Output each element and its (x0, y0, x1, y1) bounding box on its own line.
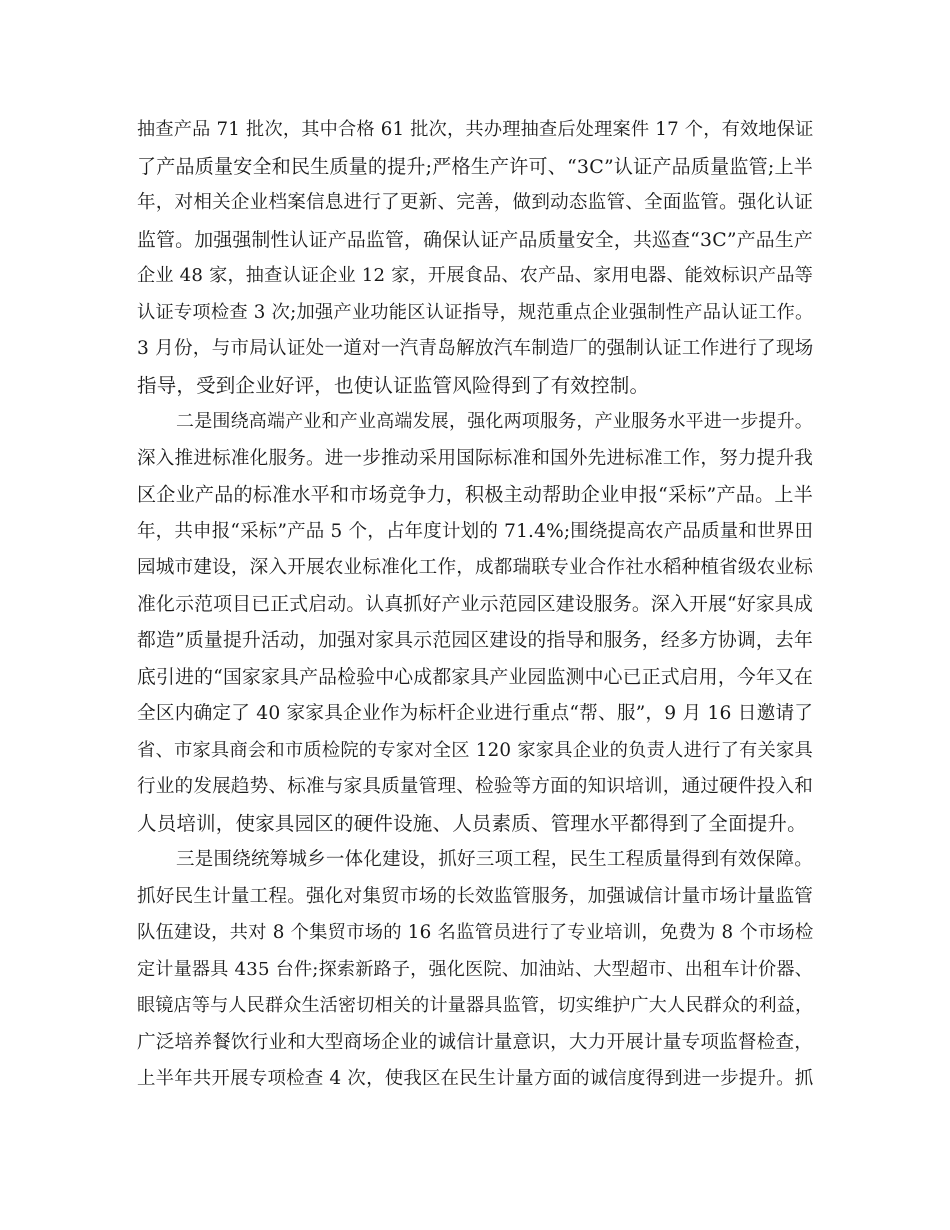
text-line: 园城市建设，深入开展农业标准化工作，成都瑞联专业合作社水稻种植省级农业标 (137, 557, 814, 578)
text-line: 认证专项检查 3 次;加强产业功能区认证指导，规范重点企业强制性产品认证工作。 (137, 301, 814, 323)
text-line: 区企业产品的标准水平和市场竞争力，积极主动帮助企业申报“采标”产品。上半 (137, 483, 813, 506)
text-line: 定计量器具 435 台件;探索新路子，强化医院、加油站、大型超市、出租车计价器、 (137, 958, 813, 980)
paragraph-start-line: 三是围绕统筹城乡一体化建设，抓好三项工程，民生工程质量得到有效保障。 (176, 849, 813, 870)
text-line: 3 月份，与市局认证处一道对一汽青岛解放汽车制造厂的强制认证工作进行了现场 (137, 338, 814, 359)
text-line: 行业的发展趋势、标准与家具质量管理、检验等方面的知识培训，通过硬件投入和 (137, 776, 814, 797)
text-line: 全区内确定了 40 家家具企业作为标杆企业进行重点“帮、服”，9 月 16 日邀请了 (137, 703, 814, 724)
text-line: 抓好民生计量工程。强化对集贸市场的长效监管服务，加强诚信计量市场计量监管 (137, 885, 814, 907)
document-body-text (137, 112, 813, 1098)
text-line: 指导，受到企业好评，也使认证监管风险得到了有效控制。 (137, 373, 650, 397)
text-line: 企业 48 家，抽查认证企业 12 家，开展食品、农产品、家用电器、能效标识产品等 (137, 265, 814, 286)
text-line: 广泛培养餐饮行业和大型商场企业的诚信计量意识，大力开展计量专项监督检查， (137, 1031, 814, 1053)
text-line: 准化示范项目已正式启动。认真抓好产业示范园区建设服务。深入开展“好家具成 (137, 593, 813, 615)
text-line: 年，共申报“采标”产品 5 个，占年度计划的 71.4%;围绕提高农产品质量和世界田 (137, 520, 814, 542)
text-line: 都造”质量提升活动，加强对家具示范园区建设的指导和服务，经多方协调，去年 (137, 630, 813, 651)
paragraph-start-line: 二是围绕高端产业和产业高端发展，强化两项服务，产业服务水平进一步提升。 (176, 411, 813, 432)
text-line: 省、市家具商会和市质检院的专家对全区 120 家家具企业的负责人进行了有关家具 (137, 739, 813, 761)
text-line: 底引进的“国家家具产品检验中心成都家具产业园监测中心已正式启用，今年又在 (137, 666, 813, 688)
text-line: 了产品质量安全和民生质量的提升;严格生产许可、“3C”认证产品质量监管;上半 (137, 155, 813, 178)
text-line: 抽查产品 71 批次，其中合格 61 批次，共办理抽查后处理案件 17 个，有效地保证 (137, 119, 814, 140)
text-line: 上半年共开展专项检查 4 次，使我区在民生计量方面的诚信度得到进一步提升。抓 (137, 1068, 814, 1089)
text-line: 人员培训，使家具园区的硬件设施、人员素质、管理水平都得到了全面提升。 (137, 811, 807, 835)
text-line: 深入推进标准化服务。进一步推动采用国际标准和国外先进标准工作，努力提升我 (137, 447, 814, 469)
text-line: 队伍建设，共对 8 个集贸市场的 16 名监管员进行了专业培训，免费为 8 个市场检 (137, 922, 814, 943)
text-line: 监管。加强强制性认证产品监管，确保认证产品质量安全，共巡查“3C”产品生产 (137, 228, 813, 251)
text-line: 年，对相关企业档案信息进行了更新、完善，做到动态监管、全面监管。强化认证 (137, 192, 814, 213)
text-line: 眼镜店等与人民群众生活密切相关的计量器具监管，切实维护广大人民群众的利益， (137, 995, 814, 1016)
